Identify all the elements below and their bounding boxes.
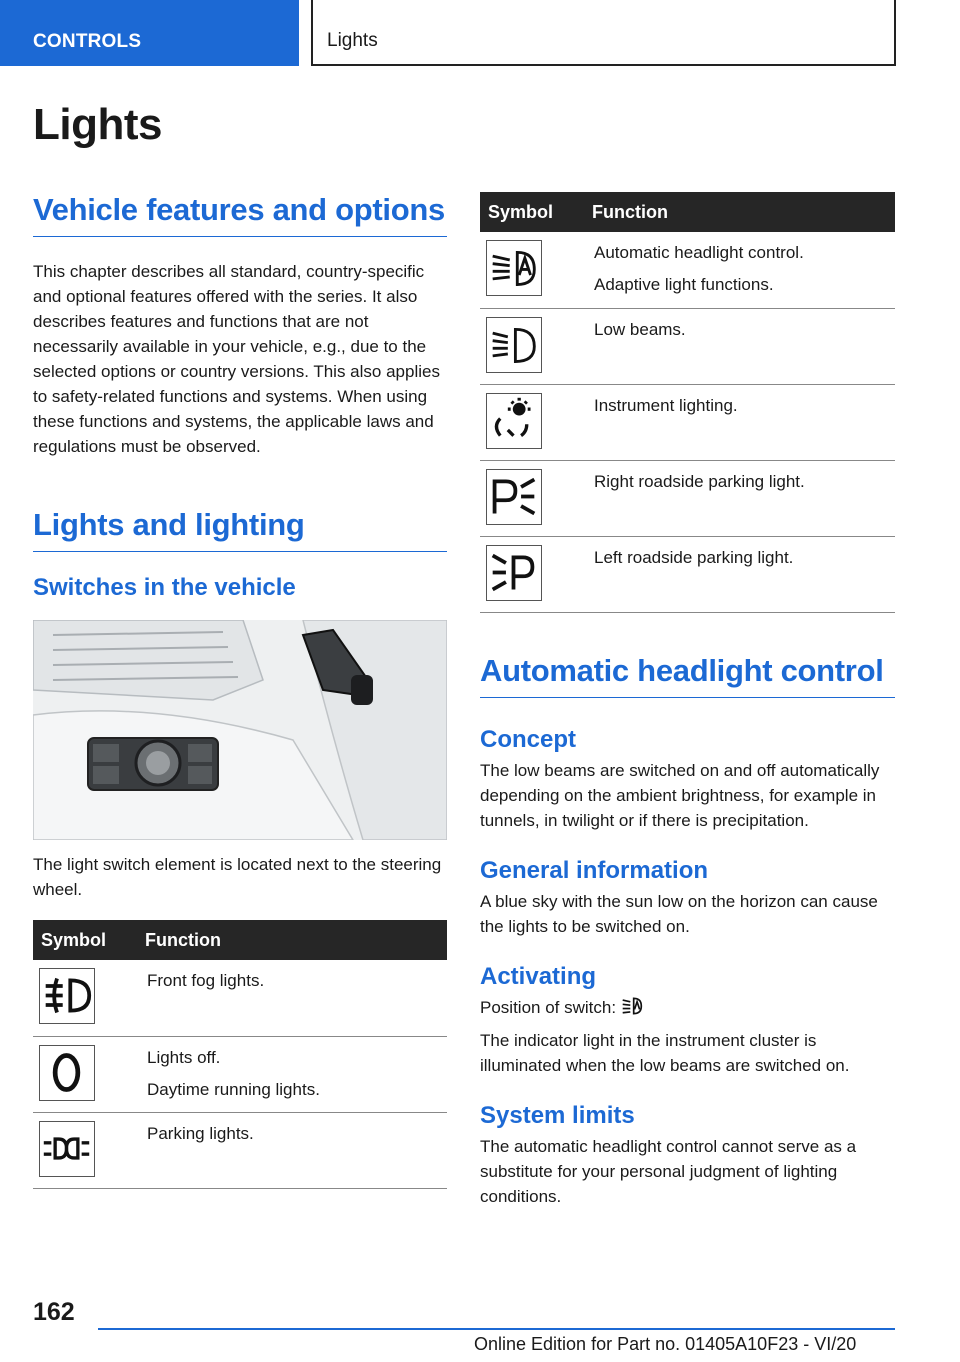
table-row	[480, 536, 895, 612]
function-text: Lights off.	[147, 1047, 221, 1067]
vehicle-features-body: This chapter describes all standard, country-specific and optional features offered with the series. It also describes features and functions that are not necessarily available in your vehicle, e.g., due to the selected options or country versions. This also applies to safety-related functions and systems. When using these functions and systems, the applicable laws and regulations must be observed.	[33, 262, 440, 456]
light-switch-photo	[33, 620, 447, 840]
footer-divider	[98, 1328, 895, 1330]
table-row	[480, 384, 895, 460]
function-text: Parking lights.	[147, 1123, 254, 1143]
symbol-column-header: Symbol	[33, 920, 139, 960]
parking-lights-icon	[39, 1121, 95, 1177]
function-text: Low beams.	[594, 319, 686, 339]
function-text: Instrument lighting.	[594, 395, 738, 415]
system-limits-heading: System limits	[480, 1101, 635, 1129]
vehicle-features-heading: Vehicle features and options	[33, 192, 447, 237]
left-column	[33, 192, 447, 1189]
lights-lighting-heading: Lights and lighting	[33, 507, 447, 552]
table-row	[33, 1112, 447, 1188]
automatic-headlight-icon	[486, 240, 542, 296]
activating-position-text: Position of switch:	[480, 997, 617, 1017]
function-text: Adaptive light functions.	[594, 275, 774, 294]
general-info-body: A blue sky with the sun low on the horizon can cause the lights to be switched on.	[480, 891, 878, 936]
topic-tab: Lights	[311, 0, 896, 66]
concept-heading: Concept	[480, 725, 576, 753]
switches-heading: Switches in the vehicle	[33, 574, 296, 601]
switch-location-caption: The light switch element is located next to the steering wheel.	[33, 855, 442, 899]
table-row	[480, 460, 895, 536]
concept-body: The low beams are switched on and off automatically depending on the ambient brightness, for example in tunnels, in twilight or if there is precipitation.	[480, 760, 880, 830]
section-tab: CONTROLS	[0, 0, 299, 66]
function-text: Daytime running lights.	[147, 1079, 320, 1099]
left-parking-light-icon	[486, 545, 542, 601]
instrument-lighting-icon	[486, 393, 542, 449]
automatic-headlight-heading: Automatic headlight control	[480, 653, 895, 698]
table-row	[480, 232, 895, 308]
symbol-table-right	[480, 192, 895, 613]
activating-position	[480, 995, 895, 1020]
table-row	[480, 308, 895, 384]
right-parking-light-icon	[486, 469, 542, 525]
lights-off-icon	[39, 1045, 95, 1101]
edition-note: Online Edition for Part no. 01405A10F23 - VI/20	[474, 1334, 857, 1354]
function-column-header: Function	[139, 920, 447, 960]
symbol-table-left	[33, 920, 447, 1189]
system-limits-body: The automatic headlight control cannot serve as a substitute for your personal judgment of lighting conditions.	[480, 1136, 857, 1206]
symbol-column-header: Symbol	[480, 192, 586, 232]
table-row	[33, 960, 447, 1036]
general-info-heading: General information	[480, 856, 709, 884]
page-title: Lights	[33, 100, 162, 149]
activating-body: The indicator light in the instrument cluster is illuminated when the low beams are switched on.	[480, 1030, 850, 1075]
function-column-header: Function	[586, 192, 895, 232]
automatic-headlight-icon	[620, 995, 644, 1017]
table-row	[33, 1036, 447, 1112]
activating-heading: Activating	[480, 962, 597, 990]
function-text: Front fog lights.	[147, 971, 265, 990]
function-text: Automatic headlight control.	[594, 243, 804, 262]
page-header	[0, 0, 960, 66]
right-column	[480, 192, 895, 1209]
front-fog-lights-icon	[39, 968, 95, 1024]
low-beams-icon	[486, 317, 542, 373]
function-text: Left roadside parking light.	[594, 547, 794, 567]
page-number: 162	[33, 1298, 75, 1326]
function-text: Right roadside parking light.	[594, 471, 805, 491]
